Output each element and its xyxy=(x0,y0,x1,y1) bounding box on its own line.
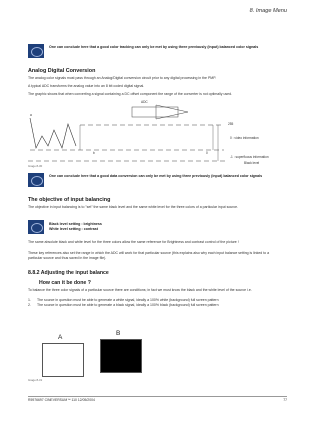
label-0: 0 xyxy=(206,151,208,155)
section-heading: Analog Digital Conversion xyxy=(28,68,96,74)
subsection-heading: 8.8.2 Adjusting the input balance xyxy=(28,270,109,276)
paragraph: To balance the three color signals of a particular source there are conditions; in fact we must know the black and the white level of the source i.e. xyxy=(28,288,252,292)
adc-diagram xyxy=(28,100,286,170)
list-number: 1. xyxy=(28,298,31,302)
figure-label-b: B xyxy=(116,330,121,337)
video-info-label: 0 : video information xyxy=(230,136,259,140)
label-a: a xyxy=(30,113,32,117)
sub-subheading: How can it be done ? xyxy=(39,280,91,286)
white-pattern-screen xyxy=(42,343,84,377)
figure-caption: Image 8-30 xyxy=(28,164,43,168)
label-b: b xyxy=(93,151,95,155)
settings-note xyxy=(28,220,228,234)
note-text: One can conclude here that a good color tracking can only be met by using three previously (input) balanced color signals xyxy=(49,45,259,49)
section-heading: The objective of input balancing xyxy=(28,197,111,203)
black-pattern-screen xyxy=(100,339,142,373)
figure-label-a: A xyxy=(58,334,63,341)
figure-caption: Image 8-31 xyxy=(28,378,43,382)
footer-divider xyxy=(28,396,287,397)
note-block xyxy=(28,44,286,58)
list-number: 2. xyxy=(28,302,31,307)
paragraph: These key references also set the range in which the ADC will work for that particular source (this explains also why each input balance setting is linked to a particular source and thus saved in the image file). xyxy=(28,251,270,260)
superfluous-info-label: -1 : superfluous information xyxy=(230,155,269,159)
paragraph: The same absolute black and white level for the three colors allow the same reference for Brightness and contrast control of the picture ! xyxy=(28,240,239,244)
note-block xyxy=(28,173,286,187)
note-icon xyxy=(28,220,44,234)
numbered-list xyxy=(28,298,284,307)
waveform xyxy=(30,118,76,148)
note-text: One can conclude here that a good data conversion can only be met by using three previously (input) balanced color signals xyxy=(49,174,263,178)
figure-balance-patterns xyxy=(28,316,188,382)
paragraph: The graphic shows that when converting a signal containing a DC offset component the range of the converter is not optimally used. xyxy=(28,92,233,96)
list-text: The source in question must be able to generate a black signal, ideally a 100% black (background) full screen pattern xyxy=(37,302,219,307)
white-level-setting: White level setting : contrast xyxy=(49,226,98,231)
page-header: 8. Image Menu xyxy=(249,8,287,14)
list-text: The source in question must be able to generate a white signal, ideally a 100% white (background) full screen pattern xyxy=(37,298,219,302)
note-icon xyxy=(28,44,44,58)
label-255: 255 xyxy=(228,122,234,126)
black-level-label: Black level xyxy=(244,161,260,165)
list-item xyxy=(28,303,284,308)
note-icon xyxy=(28,173,44,187)
paragraph: A typical ADC transforms the analog value into an 8 bit coded digital signal. xyxy=(28,84,145,88)
paragraph: The objective in input balancing is to "set" the same black level and the same white level for the three colors of a particular input source. xyxy=(28,205,239,209)
page-number: 77 xyxy=(283,398,287,402)
paragraph: The analog color signals must pass through an Analog/Digital conversion circuit prior to any digital processing in the PMP. xyxy=(28,76,217,80)
adc-figure xyxy=(28,100,286,170)
footer-doc-id: R5976697 CINEVERSUM™ 110 12/05/2004 xyxy=(28,398,95,402)
adc-label: ADC xyxy=(141,100,148,104)
black-level-setting: Black level setting : brightness xyxy=(49,222,102,226)
